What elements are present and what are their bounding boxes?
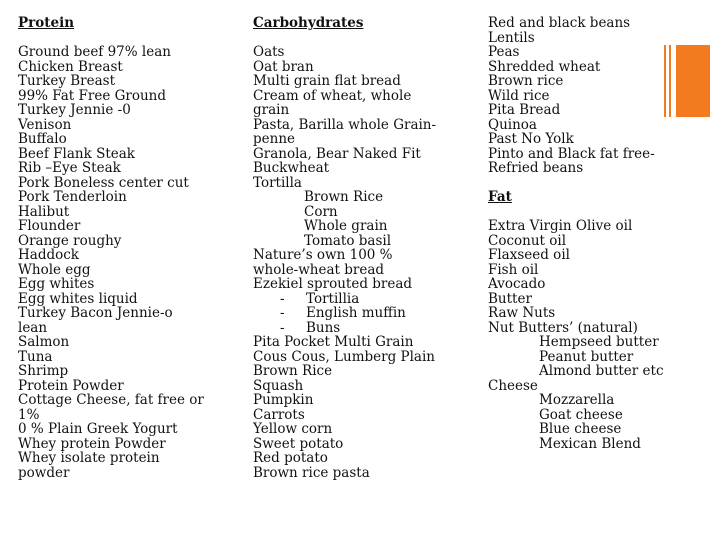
list-item: 99% Fat Free Ground: [18, 87, 166, 104]
list-item: Oat bran: [253, 58, 314, 75]
carbohydrates-heading: Carbohydrates: [253, 15, 364, 31]
list-item: Nature’s own 100 %: [253, 247, 393, 263]
list-item: 1%: [18, 406, 40, 423]
list-item: Turkey Breast: [18, 73, 116, 89]
cheese-sublist: [488, 393, 703, 451]
ezekiel-sublist: [253, 292, 453, 336]
list-item: Refried beans: [488, 160, 584, 176]
carb-list-c: [253, 335, 453, 480]
fat-heading: Fat: [488, 189, 512, 205]
list-item: Ezekiel sprouted bread: [253, 276, 413, 292]
protein-column: [18, 16, 238, 480]
list-item: [253, 306, 453, 321]
list-item: Extra Virgin Olive oil: [488, 218, 633, 234]
list-item: Mozzarella: [539, 392, 615, 408]
list-item: Red and black beans: [488, 15, 631, 31]
nut-butter-sublist: [488, 335, 703, 379]
list-item: Beef Flank Steak: [18, 145, 135, 162]
list-item: Rib –Eye Steak: [18, 160, 121, 176]
list-item: Egg whites liquid: [18, 290, 138, 307]
list-item: Squash: [253, 377, 304, 394]
list-item: powder: [18, 464, 70, 481]
list-item: Wild rice: [488, 87, 550, 104]
list-item: Brown rice pasta: [253, 464, 370, 481]
list-item: Whey protein Powder: [18, 435, 166, 452]
list-item: Whole egg: [18, 261, 91, 278]
list-item: Ground beef 97% lean: [18, 44, 171, 60]
list-item: Granola, Bear Naked Fit: [253, 145, 421, 162]
list-item: Mexican Blend: [539, 435, 641, 452]
list-item: Pita Pocket Multi Grain: [253, 334, 414, 350]
list-item: Pasta, Barilla whole Grain-: [253, 116, 437, 133]
list-item: Almond butter etc: [539, 363, 664, 379]
list-item: Hempseed butter: [539, 334, 659, 350]
list-item-text: Buns: [306, 319, 341, 336]
list-item: Shrimp: [18, 363, 69, 379]
list-item: Carrots: [253, 406, 305, 423]
list-item: Coconut oil: [488, 232, 567, 249]
list-item: Whey isolate protein: [18, 450, 160, 466]
list-item: Tuna: [18, 348, 53, 365]
list-item-text: English muffin: [306, 305, 406, 321]
list-item: Brown Rice: [253, 363, 333, 379]
list-item: Pumpkin: [253, 392, 314, 408]
dash-marker: -: [280, 305, 285, 321]
list-item: Pork Boneless center cut: [18, 174, 189, 191]
list-item: Goat cheese: [539, 406, 623, 423]
list-item-text: Tortillia: [306, 290, 360, 307]
spacer: [488, 176, 703, 191]
list-item: Multi grain flat bread: [253, 73, 401, 89]
list-item: Past No Yolk: [488, 131, 574, 147]
carb-continued-list: [488, 16, 703, 176]
list-item: Venison: [18, 116, 72, 133]
list-item: penne: [253, 131, 296, 147]
list-item: Buckwheat: [253, 160, 330, 176]
list-item: Egg whites: [18, 276, 95, 292]
list-item: grain: [253, 102, 290, 118]
list-item: Buffalo: [18, 131, 67, 147]
carb-list-b: [253, 248, 453, 292]
list-item: Raw Nuts: [488, 305, 556, 321]
list-item: Pita Bread: [488, 102, 561, 118]
list-item: Brown rice: [488, 73, 564, 89]
list-item: Red potato: [253, 450, 328, 466]
list-item: 0 % Plain Greek Yogurt: [18, 421, 178, 437]
list-item: Orange roughy: [18, 232, 122, 249]
list-item: Cottage Cheese, fat free or: [18, 392, 204, 408]
list-item: Cous Cous, Lumberg Plain: [253, 348, 435, 365]
list-item: Turkey Jennie -0: [18, 102, 131, 118]
dash-marker: -: [280, 290, 285, 307]
list-item: Flaxseed oil: [488, 247, 570, 263]
protein-list: [18, 45, 238, 480]
list-item: Blue cheese: [539, 421, 622, 437]
carb-list-a: [253, 45, 453, 190]
list-item: Tortilla: [253, 174, 302, 191]
list-item: Fish oil: [488, 261, 539, 278]
list-item: Turkey Bacon Jennie-o: [18, 305, 173, 321]
list-item: Whole grain: [304, 218, 388, 234]
list-item: Butter: [488, 290, 532, 307]
list-item: Lentils: [488, 29, 535, 46]
cheese-label: Cheese: [488, 377, 538, 394]
list-item: Avocado: [488, 276, 546, 292]
fat-list: [488, 219, 703, 335]
list-item: Peanut butter: [539, 348, 634, 365]
list-item: Tomato basil: [304, 232, 392, 249]
list-item: Nut Butters’ (natural): [488, 319, 638, 336]
list-item: whole-wheat bread: [253, 261, 385, 278]
list-item: Corn: [304, 203, 338, 220]
tortilla-sublist: [253, 190, 453, 248]
list-item: Chicken Breast: [18, 58, 123, 75]
list-item: Salmon: [18, 334, 70, 350]
protein-heading: Protein: [18, 15, 75, 31]
list-item: lean: [18, 319, 48, 336]
list-item: Halibut: [18, 203, 70, 220]
list-item: Pinto and Black fat free-: [488, 145, 655, 162]
list-item: [253, 321, 453, 336]
list-item: Brown Rice: [304, 189, 384, 205]
list-item: Cream of wheat, whole: [253, 87, 412, 104]
list-item: Oats: [253, 44, 285, 60]
list-item: Quinoa: [488, 116, 537, 133]
dash-marker: -: [280, 319, 285, 336]
list-item: Pork Tenderloin: [18, 189, 127, 205]
list-item: Sweet potato: [253, 435, 344, 452]
list-item: Haddock: [18, 247, 79, 263]
list-item: Shredded wheat: [488, 58, 601, 75]
list-item: Flounder: [18, 218, 81, 234]
carbohydrates-column: [253, 16, 453, 480]
list-item: Peas: [488, 44, 520, 60]
list-item: Protein Powder: [18, 377, 124, 394]
list-item: Yellow corn: [253, 421, 333, 437]
right-column: [488, 16, 703, 451]
list-item: [253, 292, 453, 307]
